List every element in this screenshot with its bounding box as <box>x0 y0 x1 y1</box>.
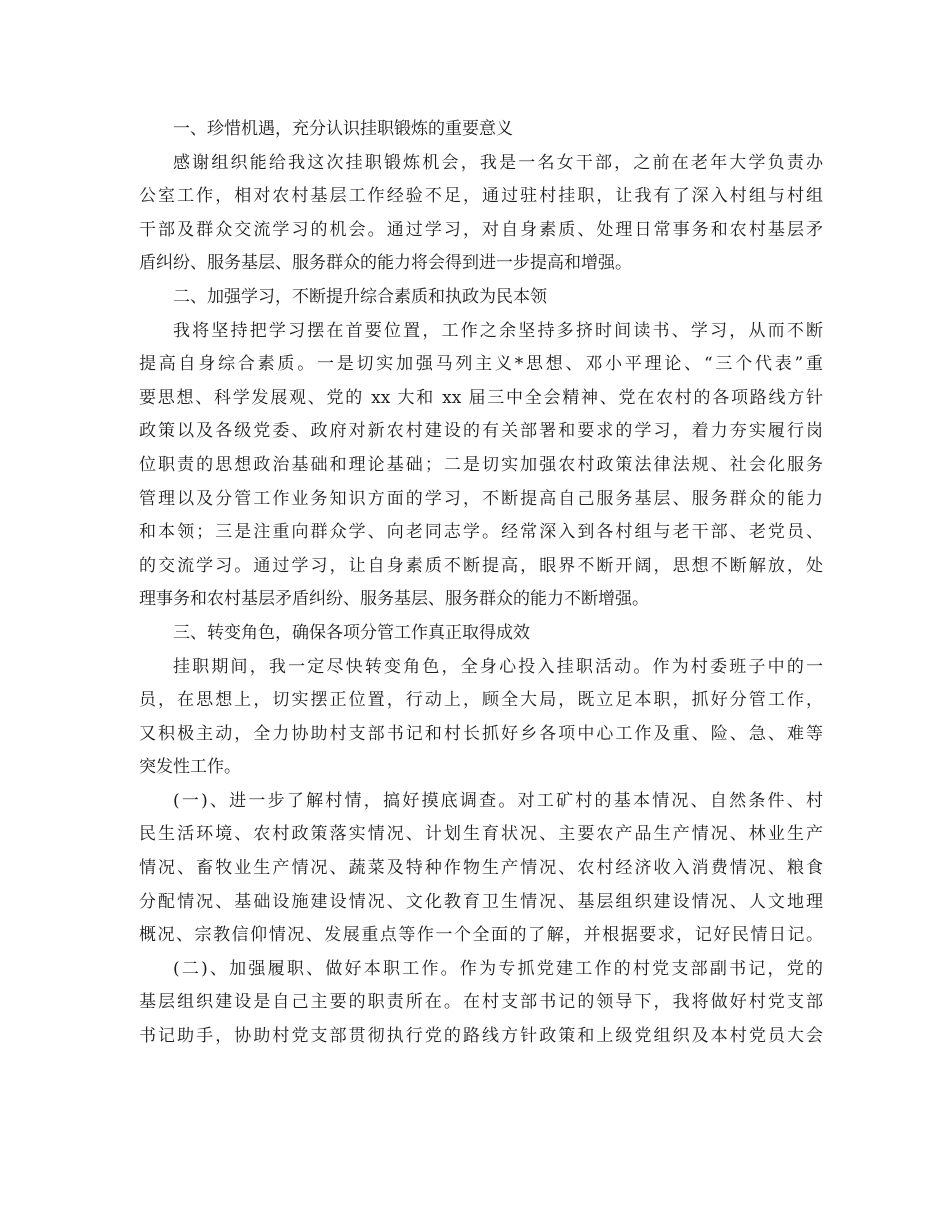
text-line: (一)、进一步了解村情，搞好摸底调查。对工矿村的基本情况、自然条件、村 <box>173 790 823 811</box>
text-line: 分配情况、基础设施建设情况、文化教育卫生情况、基层组织建设情况、人文地理 <box>139 891 823 912</box>
text-line: 员，在思想上，切实摆正位置，行动上，顾全大局，既立足本职，抓好分管工作， <box>139 690 823 711</box>
text-line: (二)、加强履职、做好本职工作。作为专抓党建工作的村党支部副书记，党的 <box>173 958 823 979</box>
text-line: 的交流学习。通过学习，让自身素质不断提高，眼界不断开阔，思想不断解放，处 <box>139 555 823 576</box>
text-line: 干部及群众交流学习的机会。通过学习，对自身素质、处理日常事务和农村基层矛 <box>139 219 823 240</box>
text-line: 公室工作，相对农村基层工作经验不足，通过驻村挂职，让我有了深入村组与村组 <box>139 186 823 207</box>
document-page <box>139 113 823 1054</box>
text-line: 管理以及分管工作业务知识方面的学习，不断提高自己服务基层、服务群众的能力 <box>139 488 823 509</box>
text-line: 理事务和农村基层矛盾纠纷、服务基层、服务群众的能力不断增强。 <box>139 589 649 610</box>
text-line: 三、转变角色，确保各项分管工作真正取得成效 <box>173 622 530 643</box>
text-line: 我将坚持把学习摆在首要位置，工作之余坚持多挤时间读书、学习，从而不断 <box>173 320 823 341</box>
text-line: 一、珍惜机遇，充分认识挂职锻炼的重要意义 <box>173 119 513 139</box>
text-line: 概况、宗教信仰情况、发展重点等作一个全面的了解，并根据要求，记好民情日记。 <box>139 925 823 946</box>
text-line: 书记助手，协助村党支部贯彻执行党的路线方针政策和上级党组织及本村党员大会 <box>139 1026 823 1047</box>
text-line: 盾纠纷、服务基层、服务群众的能力将会得到进一步提高和增强。 <box>139 253 632 274</box>
text-line: 和本领；三是注重向群众学、向老同志学。经常深入到各村组与老干部、老党员、 <box>139 522 823 543</box>
text-line: 感谢组织能给我这次挂职锻炼机会，我是一名女干部，之前在老年大学负责办 <box>173 152 823 173</box>
text-line: 又积极主动，全力协助村支部书记和村长抓好乡各项中心工作及重、险、急、难等 <box>139 723 823 744</box>
text-line: 位职责的思想政治基础和理论基础；二是切实加强农村政策法律法规、社会化服务 <box>139 454 823 475</box>
text-line: 情况、畜牧业生产情况、蔬菜及特种作物生产情况、农村经济收入消费情况、粮食 <box>139 858 823 879</box>
text-line: 提高自身综合素质。一是切实加强马列主义*思想、邓小平理论、“三个代表”重 <box>139 354 823 375</box>
text-line: 突发性工作。 <box>139 757 241 778</box>
text-line: 基层组织建设是自己主要的职责所在。在村支部书记的领导下，我将做好村党支部 <box>139 992 823 1013</box>
text-line: 政策以及各级党委、政府对新农村建设的有关部署和要求的学习，着力夯实履行岗 <box>139 421 823 442</box>
text-line: 挂职期间，我一定尽快转变角色，全身心投入挂职活动。作为村委班子中的一 <box>173 656 823 677</box>
text-line: 要思想、科学发展观、党的 xx 大和 xx 届三中全会精神、党在农村的各项路线方针 <box>139 387 823 408</box>
text-line: 民生活环境、农村政策落实情况、计划生育状况、主要农产品生产情况、林业生产 <box>139 824 823 845</box>
text-line: 二、加强学习，不断提升综合素质和执政为民本领 <box>173 286 547 307</box>
